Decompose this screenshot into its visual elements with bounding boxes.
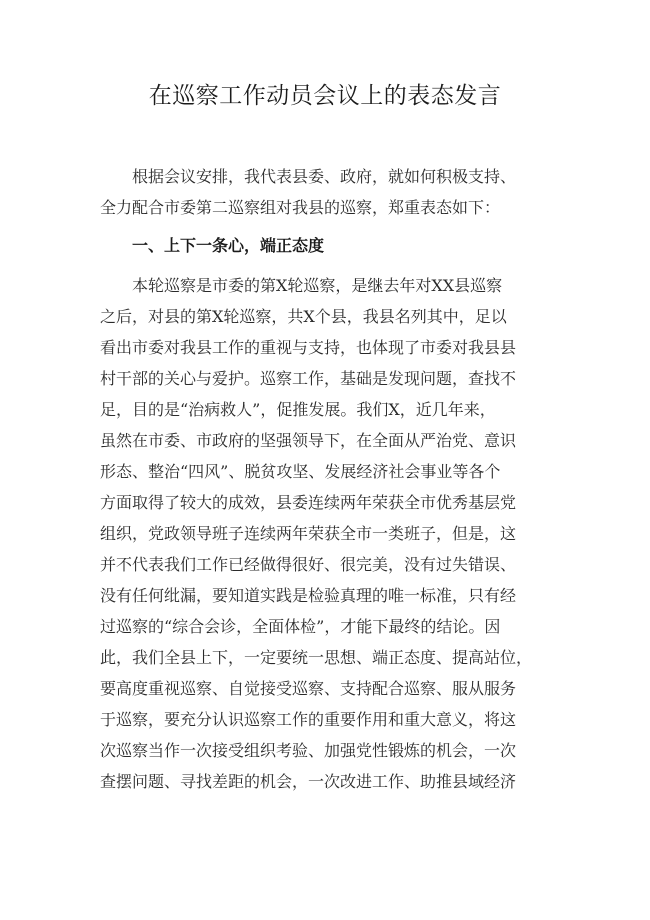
paragraph-line: 过巡察的“综合会诊，全面体检”，才能下最终的结论。因	[100, 617, 501, 636]
paragraph-line: 要高度重视巡察、自觉接受巡察、支持配合巡察、服从服务	[100, 679, 517, 698]
paragraph-line: 查摆问题、寻找差距的机会，一次改进工作、助推县域经济	[100, 772, 517, 791]
paragraph-line: 此，我们全县上下，一定要统一思想、端正态度、提高站位，	[100, 648, 533, 667]
paragraph-line: 并不代表我们工作已经做得很好、很完美，没有过失错误、	[100, 555, 517, 574]
paragraph-line: 虽然在市委、市政府的坚强领导下，在全面从严治党、意识	[100, 431, 517, 450]
paragraph-line: 于巡察，要充分认识巡察工作的重要作用和重大意义，将这	[100, 710, 517, 729]
paragraph-line: 次巡察当作一次接受组织考验、加强党性锻炼的机会，一次	[100, 741, 517, 760]
section-heading: 一、上下一条心，端正态度	[132, 236, 325, 255]
paragraph-line: 之后，对县的第X轮巡察，共X个县，我县名列其中，足以	[100, 307, 507, 326]
paragraph-line: 本轮巡察是市委的第X轮巡察，是继去年对XX县巡察	[100, 276, 503, 295]
intro-line: 全力配合市委第二巡察组对我县的巡察，郑重表态如下：	[100, 198, 501, 217]
paragraph-line: 村干部的关心与爱护。巡察工作，基础是发现问题，查找不	[100, 369, 517, 388]
paragraph-line: 形态、整治“四风”、脱贫攻坚、发展经济社会事业等各个	[100, 462, 501, 481]
paragraph-line: 方面取得了较大的成效，县委连续两年荣获全市优秀基层党	[100, 493, 517, 512]
paragraph-line: 没有任何纰漏，要知道实践是检验真理的唯一标准，只有经	[100, 586, 517, 605]
section1-paragraph	[100, 270, 555, 797]
paragraph-line: 足，目的是“治病救人”，促推发展。我们X，近几年来，	[100, 400, 496, 419]
document-title: 在巡察工作动员会议上的表态发言	[148, 83, 502, 109]
intro-line: 根据会议安排，我代表县委、政府，就如何积极支持、	[100, 167, 517, 186]
intro-paragraph	[100, 161, 555, 223]
paragraph-line: 看出市委对我县工作的重视与支持，也体现了市委对我县县	[100, 338, 517, 357]
paragraph-line: 组织，党政领导班子连续两年荣获全市一类班子，但是，这	[100, 524, 517, 543]
